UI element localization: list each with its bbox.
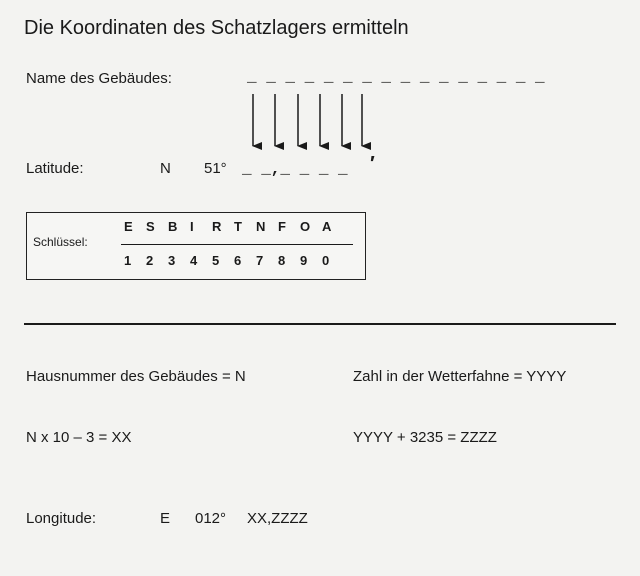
key-letter: N bbox=[256, 219, 266, 234]
key-digit: 8 bbox=[278, 253, 286, 268]
longitude-minutes: XX,ZZZZ bbox=[247, 510, 308, 527]
key-digit: 0 bbox=[322, 253, 330, 268]
key-letter: S bbox=[146, 219, 155, 234]
latitude-degrees: 51° bbox=[204, 160, 227, 177]
key-digit: 2 bbox=[146, 253, 154, 268]
key-letter: F bbox=[278, 219, 286, 234]
latitude-minutes-slots: _ _,_ _ _ _ bbox=[242, 160, 348, 178]
key-letter: E bbox=[124, 219, 133, 234]
weathervane-text: Zahl in der Wetterfahne = YYYY bbox=[353, 368, 567, 385]
building-name-label: Name des Gebäudes: bbox=[26, 70, 172, 87]
key-digits-row bbox=[124, 253, 344, 268]
longitude-hemisphere: E bbox=[160, 510, 171, 527]
key-digit: 7 bbox=[256, 253, 264, 268]
latitude-minute-mark: ′ bbox=[370, 153, 375, 175]
key-letter: B bbox=[168, 219, 178, 234]
key-letter: T bbox=[234, 219, 242, 234]
key-digit: 5 bbox=[212, 253, 220, 268]
key-digit: 3 bbox=[168, 253, 176, 268]
key-letter: R bbox=[212, 219, 222, 234]
key-letter: O bbox=[300, 219, 311, 234]
page-title: Die Koordinaten des Schatzlagers ermitteln bbox=[24, 17, 409, 39]
key-letter: I bbox=[190, 219, 194, 234]
building-name-slots: _ _ _ _ _ _ _ _ _ _ _ _ _ _ _ _ bbox=[247, 68, 545, 86]
key-letter: A bbox=[322, 219, 332, 234]
key-table bbox=[26, 212, 366, 280]
key-digit: 9 bbox=[300, 253, 308, 268]
house-number-text: Hausnummer des Gebäudes = N bbox=[26, 368, 246, 385]
key-digit: 1 bbox=[124, 253, 132, 268]
key-letters-row bbox=[124, 219, 344, 234]
formula-zzzz: YYYY + 3235 = ZZZZ bbox=[353, 429, 497, 446]
key-digit: 6 bbox=[234, 253, 242, 268]
latitude-hemisphere: N bbox=[160, 160, 171, 177]
longitude-degrees: 012° bbox=[195, 510, 227, 527]
section-divider bbox=[24, 323, 616, 325]
key-digit: 4 bbox=[190, 253, 198, 268]
key-label: Schlüssel: bbox=[33, 235, 88, 249]
longitude-label: Longitude: bbox=[26, 510, 97, 527]
latitude-label: Latitude: bbox=[26, 160, 84, 177]
formula-xx: N x 10 – 3 = XX bbox=[26, 429, 132, 446]
key-divider bbox=[121, 244, 353, 245]
